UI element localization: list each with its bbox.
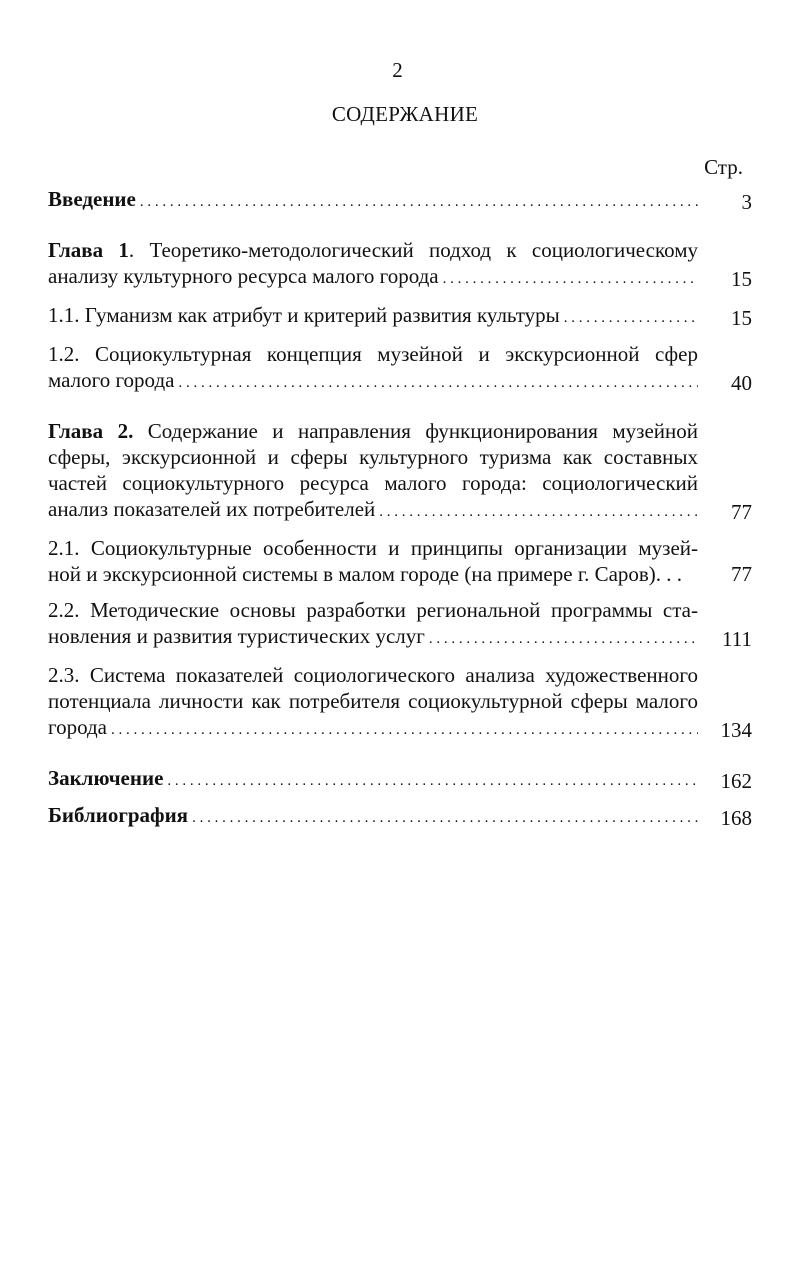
toc-entry-title-line: потенциала личности как потребителя социокультурной сферы малого [48,689,698,713]
toc-entry-title: 2.1. Социокультурные особенности и принципы организации музей- [48,536,698,560]
dot-leader [167,765,698,794]
toc-entry-conclusion[interactable] [48,765,752,794]
toc-page-number: 168 [720,806,752,830]
toc-page-number: 40 [731,371,752,395]
toc-entry-title-last: 1.1. Гуманизм как атрибут и критерий развития культуры [48,303,560,327]
toc-entry-label: Введение [48,187,136,211]
toc-page-number: 3 [741,190,752,214]
toc-entry-title-line: частей социокультурного ресурса малого города: социологический [48,471,698,495]
page-column-label: Стр. [704,155,743,179]
toc-entry-title-last: малого города [48,368,175,392]
toc-entry-label: Библиография [48,803,189,827]
toc-entry-title-last: ной и экскурсионной системы в малом городе (на примере г. Саров). . . [48,562,683,586]
toc-entry-bibliography[interactable] [48,802,752,831]
toc-entry-title: . Теоретико-методологический подход к социологическому [128,238,698,262]
toc-entry-section-1-1[interactable] [48,302,752,331]
toc-entry-section-2-1[interactable] [48,535,752,587]
toc-chapter-label: Глава 1 [48,238,129,262]
toc-entry-label: Заключение [48,766,164,790]
toc-entry-title-last: города [48,715,107,739]
dot-leader [564,302,698,331]
page-title: СОДЕРЖАНИЕ [331,102,479,126]
dot-leader [178,367,698,396]
toc-page-number: 77 [731,500,752,524]
toc-entry-title: 1.2. Социокультурная концепция музейной и экскурсионной сфер [48,342,698,366]
page-number: 2 [392,58,403,82]
toc-entry-title-last: анализу культурного ресурса малого города [48,264,439,288]
dot-leader [192,802,698,831]
toc-entry-section-2-3[interactable] [48,662,752,743]
toc-chapter-label: Глава 2. [48,419,134,443]
toc-page-number: 15 [731,306,752,330]
dot-leader [379,496,698,525]
toc-page-number: 15 [731,267,752,291]
toc-entry-title-line: сферы, экскурсионной и сферы культурного туризма как составных [48,445,698,469]
dot-leader [111,714,698,743]
toc-page-number: 162 [720,769,752,793]
toc-entry-chapter-2[interactable] [48,418,752,525]
toc-entry-section-1-2[interactable] [48,341,752,396]
toc-entry-title: Содержание и направления функционирования музейной [133,419,698,443]
toc-page-number: 134 [720,718,752,742]
toc-entry-chapter-1[interactable] [48,237,752,292]
toc-entry-title: 2.2. Методические основы разработки региональной программы ста- [48,598,698,622]
table-of-contents [48,186,752,831]
toc-entry-introduction[interactable] [48,186,752,215]
toc-page-number: 77 [731,562,752,586]
toc-entry-title-last: анализ показателей их потребителей [48,497,376,521]
dot-leader [429,623,698,652]
toc-entry-title-last: новления и развития туристических услуг [48,624,425,648]
toc-entry-title: 2.3. Система показателей социологического анализа художественного [48,663,698,687]
dot-leader [443,263,698,292]
toc-page-number: 111 [722,627,752,651]
dot-leader [140,186,698,215]
toc-entry-section-2-2[interactable] [48,597,752,652]
